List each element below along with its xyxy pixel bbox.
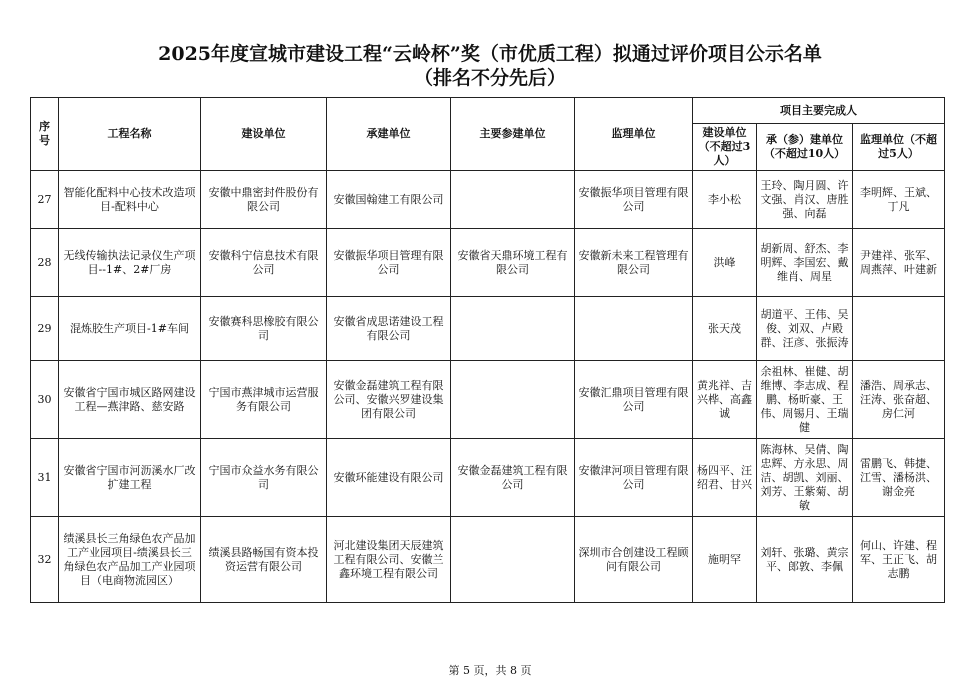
header-personnel-group: 项目主要完成人 <box>693 98 945 124</box>
row-contractor: 安徽振华项目管理有限公司 <box>327 229 451 297</box>
row-supervisor <box>575 297 693 361</box>
table-row <box>31 229 945 297</box>
row-contractor: 河北建设集团天辰建筑工程有限公司、安徽兰鑫环境工程有限公司 <box>327 517 451 603</box>
row-seq: 31 <box>31 439 59 517</box>
table-row <box>31 171 945 229</box>
header-owner: 建设单位 <box>201 98 327 171</box>
row-supervisor-people: 潘浩、周承志、汪涛、张奋超、房仁河 <box>853 361 945 439</box>
row-owner: 宁国市燕津城市运营服务有限公司 <box>201 361 327 439</box>
row-owner: 绩溪县路畅国有资本投资运营有限公司 <box>201 517 327 603</box>
row-owner-people: 黄兆祥、吉兴桦、高鑫诚 <box>693 361 757 439</box>
header-seq: 序号 <box>31 98 59 171</box>
row-supervisor-people: 李明辉、王斌、丁凡 <box>853 171 945 229</box>
table-row <box>31 361 945 439</box>
row-supervisor: 安徽新未来工程管理有限公司 <box>575 229 693 297</box>
row-seq: 27 <box>31 171 59 229</box>
row-contractor: 安徽环能建设有限公司 <box>327 439 451 517</box>
project-table <box>30 97 945 603</box>
row-seq: 32 <box>31 517 59 603</box>
row-project-name: 混炼胶生产项目-1#车间 <box>59 297 201 361</box>
table-row <box>31 297 945 361</box>
header-supervisor-people: 监理单位（不超过5人） <box>853 124 945 171</box>
row-contractor-people: 陈海林、吴倩、陶忠辉、方永思、周洁、胡凯、刘丽、刘芳、王紫菊、胡敏 <box>757 439 853 517</box>
document-title: 2025年度宣城市建设工程“云岭杯”奖（市优质工程）拟通过评价项目公示名单 <box>158 43 822 65</box>
row-participant: 安徽金磊建筑工程有限公司 <box>451 439 575 517</box>
row-contractor-people: 余祖林、崔健、胡维博、李志成、程鹏、杨昕豪、王伟、周锡月、王瑞健 <box>757 361 853 439</box>
row-seq: 29 <box>31 297 59 361</box>
row-supervisor: 深圳市合创建设工程顾问有限公司 <box>575 517 693 603</box>
table-row <box>31 517 945 603</box>
table-row <box>31 439 945 517</box>
document-subtitle: （排名不分先后） <box>413 67 566 89</box>
row-contractor: 安徽国翰建工有限公司 <box>327 171 451 229</box>
row-contractor-people: 胡道平、王伟、吴俊、刘双、卢殿群、汪彦、张振涛 <box>757 297 853 361</box>
header-contractor-people: 承（参）建单位（不超过10人） <box>757 124 853 171</box>
row-contractor-people: 刘轩、张璐、黄宗平、郎敦、李佩 <box>757 517 853 603</box>
row-project-name: 无线传输执法记录仪生产项目--1#、2#厂房 <box>59 229 201 297</box>
row-owner: 安徽中鼎密封件股份有限公司 <box>201 171 327 229</box>
row-contractor: 安徽省成思诺建设工程有限公司 <box>327 297 451 361</box>
row-participant <box>451 517 575 603</box>
row-owner-people: 李小松 <box>693 171 757 229</box>
row-supervisor: 安徽振华项目管理有限公司 <box>575 171 693 229</box>
row-owner-people: 施明罕 <box>693 517 757 603</box>
row-supervisor: 安徽津河项目管理有限公司 <box>575 439 693 517</box>
header-supervisor: 监理单位 <box>575 98 693 171</box>
row-project-name: 绩溪县长三角绿色农产品加工产业园项目-绩溪县长三角绿色农产品加工产业园项目（电商物流园区） <box>59 517 201 603</box>
row-seq: 28 <box>31 229 59 297</box>
row-owner: 安徽赛科思橡胶有限公司 <box>201 297 327 361</box>
row-supervisor-people: 何山、许建、程军、王正飞、胡志鹏 <box>853 517 945 603</box>
row-seq: 30 <box>31 361 59 439</box>
row-contractor-people: 胡新周、舒杰、李明辉、李国宏、戴维肖、周星 <box>757 229 853 297</box>
row-owner: 安徽科宁信息技术有限公司 <box>201 229 327 297</box>
row-contractor: 安徽金磊建筑工程有限公司、安徽兴罗建设集团有限公司 <box>327 361 451 439</box>
row-contractor-people: 王玲、陶月圆、许文强、肖汉、唐胜强、向磊 <box>757 171 853 229</box>
row-project-name: 智能化配料中心技术改造项目-配料中心 <box>59 171 201 229</box>
header-contractor: 承建单位 <box>327 98 451 171</box>
row-supervisor-people <box>853 297 945 361</box>
row-owner-people: 洪峰 <box>693 229 757 297</box>
row-project-name: 安徽省宁国市城区路网建设工程—燕津路、慈安路 <box>59 361 201 439</box>
row-supervisor-people: 雷鹏飞、韩捷、江雪、潘杨洪、谢金亮 <box>853 439 945 517</box>
row-owner: 宁国市众益水务有限公司 <box>201 439 327 517</box>
header-project-name: 工程名称 <box>59 98 201 171</box>
row-participant <box>451 361 575 439</box>
row-participant: 安徽省天鼎环境工程有限公司 <box>451 229 575 297</box>
page-footer: 第 5 页，共 8 页 <box>448 664 532 677</box>
row-participant <box>451 171 575 229</box>
row-supervisor-people: 尹建祥、张军、周燕萍、叶建新 <box>853 229 945 297</box>
header-owner-people: 建设单位（不超过3人） <box>693 124 757 171</box>
row-participant <box>451 297 575 361</box>
row-owner-people: 张天茂 <box>693 297 757 361</box>
row-supervisor: 安徽汇鼎项目管理有限公司 <box>575 361 693 439</box>
row-owner-people: 杨四平、汪绍君、甘兴 <box>693 439 757 517</box>
header-participant: 主要参建单位 <box>451 98 575 171</box>
row-project-name: 安徽省宁国市河沥溪水厂改扩建工程 <box>59 439 201 517</box>
